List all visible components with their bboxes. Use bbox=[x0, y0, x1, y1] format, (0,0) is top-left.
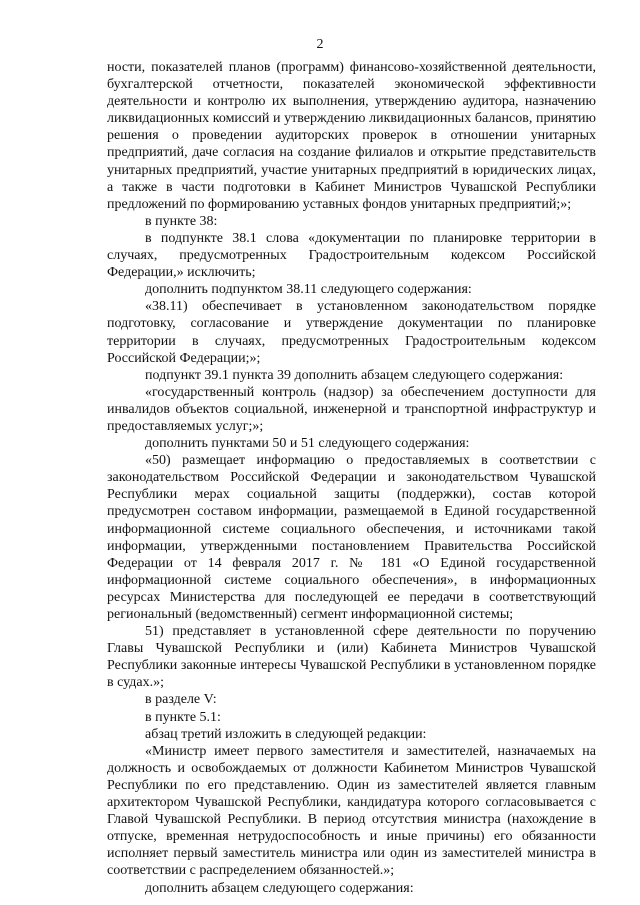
paragraph: дополнить пунктами 50 и 51 следующего содержания: bbox=[145, 436, 470, 452]
paragraph: в пункте 5.1: bbox=[145, 709, 221, 725]
paragraph: подпункт 39.1 пункта 39 дополнить абзацем следующего содержания: bbox=[145, 367, 564, 383]
paragraph: в разделе V: bbox=[145, 692, 217, 708]
paragraph: 51) представляет в установленной сфере деятельности по поручению Главы Чувашской Республики и (или) Кабинета Министров Чувашской Республики законные интересы Чувашской Республики в установленном порядке в судах.»; bbox=[107, 624, 596, 691]
paragraph: в подпункте 38.1 слова «документации по планировке территории в случаях, предусмотренных Градостроительным кодексом Российской Федерации,» исключить; bbox=[107, 230, 596, 281]
paragraph: абзац третий изложить в следующей редакции: bbox=[145, 726, 427, 742]
paragraph: в пункте 38: bbox=[145, 213, 218, 229]
page-number: 2 bbox=[316, 37, 324, 52]
paragraph: «38.11) обеспечивает в установленном законодательством порядке подготовку, согласование и утверждение документации по планировке территории в случаях, предусмотренных Градостроительным кодексом Российской Федерации;»; bbox=[107, 299, 596, 366]
paragraph: дополнить подпунктом 38.11 следующего содержания: bbox=[145, 282, 472, 298]
paragraph: дополнить абзацем следующего содержания: bbox=[145, 880, 414, 896]
paragraph: «Министр имеет первого заместителя и заместителей, назначаемых на должность и освобождаемых от должности Кабинетом Министров Чувашской Республики по его представлению. Один из заместителей является главным архитектором Чувашской Республики, кандидатура которого согласовывается с Главой Чувашской Республики. В период отсутствия министра (нахождение в отпуске, временная нетрудоспособность и иные причины) его обязанности исполняет первый заместитель министра или один из заместителей министра в соответствии с распределением обязанностей.»; bbox=[107, 743, 596, 879]
paragraph: «50) размещает информацию о предоставляемых в соответствии с законодательством Российской Федерации и законодательством Чувашской Республики мерах социальной защиты (поддержки), состав которой предусмотрен составом информации, размещаемой в Единой государственной информационной системе социального обеспечения, и источниками такой информации, утвержденными постановлением Правительства Российской Федерации от 14 февраля 2017 г. № 181 «О Единой государственной информационной системе социального обеспечения», в информационных ресурсах Министерства для последующей ее передачи в соответствующий региональный (ведомственный) сегмент информационной системы; bbox=[107, 453, 596, 622]
paragraph: ности, показателей планов (программ) финансово-хозяйственной деятельности, бухгалтерской отчетности, показателей экономической эффективности деятельности и контролю их выполнения, утверждению аудитора, назначению ликвидационных комиссий и утверждению ликвидационных балансов, принятию решения о проведении аудиторских проверок в отношении унитарных предприятий, даче согласия на создание филиалов и открытие представительств унитарных предприятий, участие унитарных предприятий в юридических лицах, а также в части подготовки в Кабинет Министров Чувашской Республики предложений по формированию уставных фондов унитарных предприятий;»; bbox=[107, 60, 596, 212]
paragraph: «государственный контроль (надзор) за обеспечением доступности для инвалидов объектов социальной, инженерной и транспортной инфраструктур и предоставляемых услуг;»; bbox=[107, 384, 596, 434]
document-body bbox=[107, 59, 596, 897]
